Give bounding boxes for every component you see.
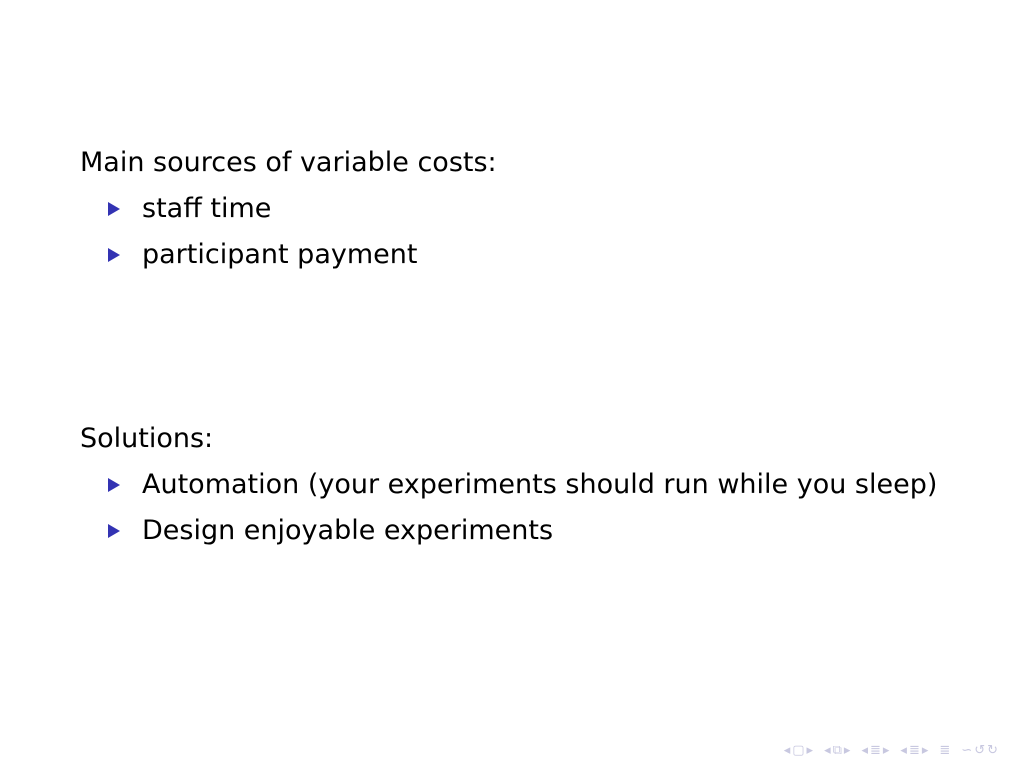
solutions-list [80, 466, 937, 550]
arrow-right-icon[interactable]: ▸ [843, 743, 851, 758]
solutions-heading: Solutions: [80, 423, 214, 454]
section-icon[interactable]: ≣ [869, 743, 881, 758]
arrow-left-icon[interactable]: ◂ [861, 743, 868, 758]
list-item [80, 466, 937, 504]
costs-block [80, 144, 497, 282]
arrow-right-icon[interactable]: ▸ [806, 743, 814, 758]
list-item-text: participant payment [142, 239, 418, 270]
triangle-bullet-icon [108, 202, 120, 216]
subsection-nav-group [824, 744, 850, 758]
section-nav-group [861, 744, 889, 758]
costs-list [80, 190, 497, 274]
list-item-text: Automation (your experiments should run while you sleep) [142, 469, 938, 500]
triangle-bullet-icon [108, 524, 120, 538]
search-nav-group [961, 744, 998, 758]
appendix-nav-group [939, 744, 950, 758]
section-list-icon[interactable]: ≣ [908, 743, 920, 758]
list-item-text: Design enjoyable experiments [142, 515, 554, 546]
arrow-left-icon[interactable]: ◂ [900, 743, 907, 758]
triangle-bullet-icon [108, 478, 120, 492]
frame-icon[interactable]: ▢ [792, 743, 805, 758]
section-list-nav-group [900, 744, 928, 758]
frame-nav-group [784, 744, 813, 758]
arrow-left-icon[interactable]: ◂ [783, 743, 791, 758]
redo-icon[interactable]: ↻ [987, 743, 998, 758]
list-item [80, 190, 497, 228]
list-item [80, 512, 937, 550]
triangle-bullet-icon [108, 248, 120, 262]
arrow-right-icon[interactable]: ▸ [882, 743, 890, 758]
search-icon[interactable]: ∽ [961, 743, 973, 758]
list-item-text: staff time [142, 193, 272, 224]
list-item [80, 236, 497, 274]
arrow-left-icon[interactable]: ◂ [824, 743, 831, 758]
undo-icon[interactable]: ↺ [974, 743, 986, 758]
beamer-navigation-bar [784, 744, 1004, 758]
subsection-icon[interactable]: ⧉ [832, 743, 842, 758]
appendix-icon[interactable]: ≣ [939, 743, 951, 758]
solutions-block [80, 420, 937, 558]
arrow-right-icon[interactable]: ▸ [921, 743, 929, 758]
costs-heading: Main sources of variable costs: [80, 147, 497, 178]
